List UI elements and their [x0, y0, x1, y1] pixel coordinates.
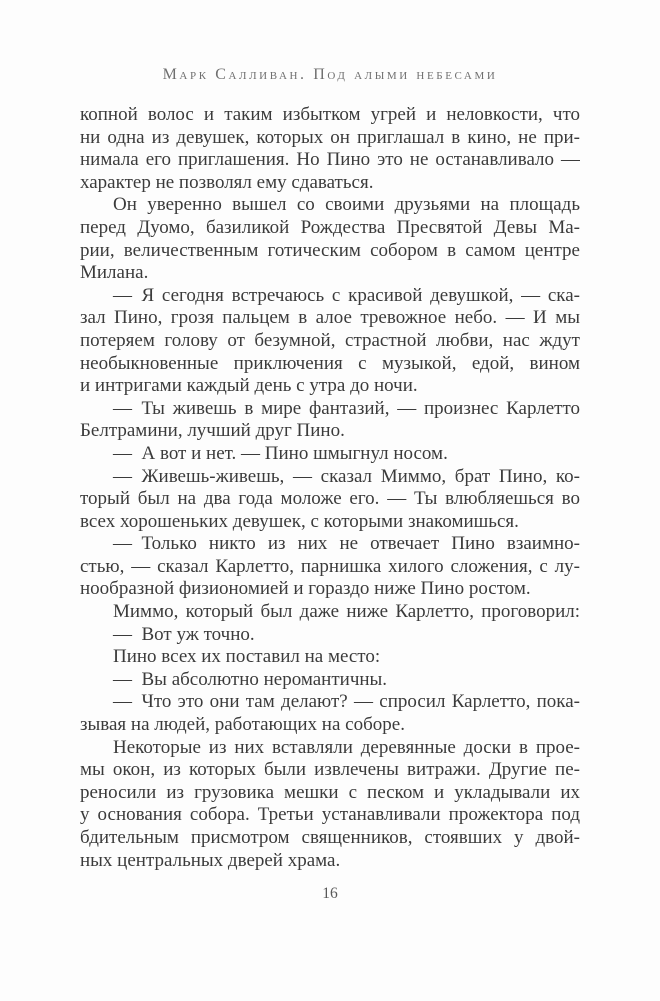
text-line: и интригами каждый день с утра до ночи.: [80, 375, 418, 397]
text-line: — А вот и нет. — Пино шмыгнул носом.: [113, 442, 448, 464]
running-header: Марк Салливан. Под алыми небесами: [162, 66, 498, 83]
text-line: реносили из грузовика мешки с песком и укладывали их: [80, 781, 580, 803]
text-line: характер не позволял ему сдаваться.: [80, 171, 374, 193]
text-line: Пино всех их поставил на место:: [113, 646, 381, 668]
text-line: нообразной физиономией и гораздо ниже Пино ростом.: [80, 578, 531, 600]
text-line: стью, — сказал Карлетто, парнишка хилого сложения, с лу-: [80, 555, 580, 577]
text-line: — Я сегодня встречаюсь с красивой девушкой, — ска-: [113, 284, 580, 306]
text-line: — Вот уж точно.: [113, 623, 255, 645]
text-line: зал Пино, грозя пальцем в алое тревожное небо. — И мы: [80, 307, 580, 329]
text-line: Некоторые из них вставляли деревянные доски в прое-: [113, 736, 580, 758]
text-line: Миммо, который был даже ниже Карлетто, проговорил:: [113, 601, 580, 623]
text-line: бдительным присмотром священников, стоявших у двой-: [80, 827, 580, 848]
text-line: Белтрамини, лучший друг Пино.: [80, 420, 345, 442]
text-line: — Что это они там делают? — спросил Карлетто, пока-: [113, 691, 580, 713]
page-number: 16: [322, 885, 338, 902]
text-line: у основания собора. Третьи устанавливали прожектора под: [80, 804, 580, 826]
text-line: потеряем голову от безумной, страстной любви, нас ждут: [80, 329, 580, 351]
text-line: Он уверенно вышел со своими друзьями на площадь: [113, 194, 580, 216]
text-line: рии, величественным готическим собором в самом центре: [80, 239, 580, 261]
text-line: — Только никто из них не отвечает Пино взаимно-: [113, 533, 580, 555]
page-body: [80, 104, 580, 872]
text-line: копной волос и таким избытком угрей и неловкости, что: [80, 104, 580, 125]
text-line: ных центральных дверей храма.: [80, 849, 341, 871]
text-line: — Ты живешь в мире фантазий, — произнес Карлетто: [113, 397, 580, 419]
text-line: торый был на два года моложе его. — Ты влюбляешься во: [80, 488, 580, 510]
text-line: — Живешь-живешь, — сказал Миммо, брат Пино, ко-: [113, 465, 580, 487]
text-line: ни одна из девушек, которых он приглашал в кино, не при-: [80, 126, 580, 148]
text-line: необыкновенные приключения с музыкой, едой, вином: [80, 352, 580, 374]
text-line: нимала его приглашения. Но Пино это не останавливало —: [80, 149, 580, 171]
text-line: мы окон, из которых были извлечены витражи. Другие пе-: [80, 759, 580, 781]
text-line: Милана.: [80, 262, 149, 284]
text-line: перед Дуомо, базиликой Рождества Пресвятой Девы Ма-: [80, 216, 580, 238]
text-line: — Вы абсолютно неромантичны.: [113, 668, 388, 690]
text-line: всех хорошеньких девушек, с которыми знакомишься.: [80, 510, 519, 532]
text-line: зывая на людей, работающих на соборе.: [80, 714, 405, 736]
